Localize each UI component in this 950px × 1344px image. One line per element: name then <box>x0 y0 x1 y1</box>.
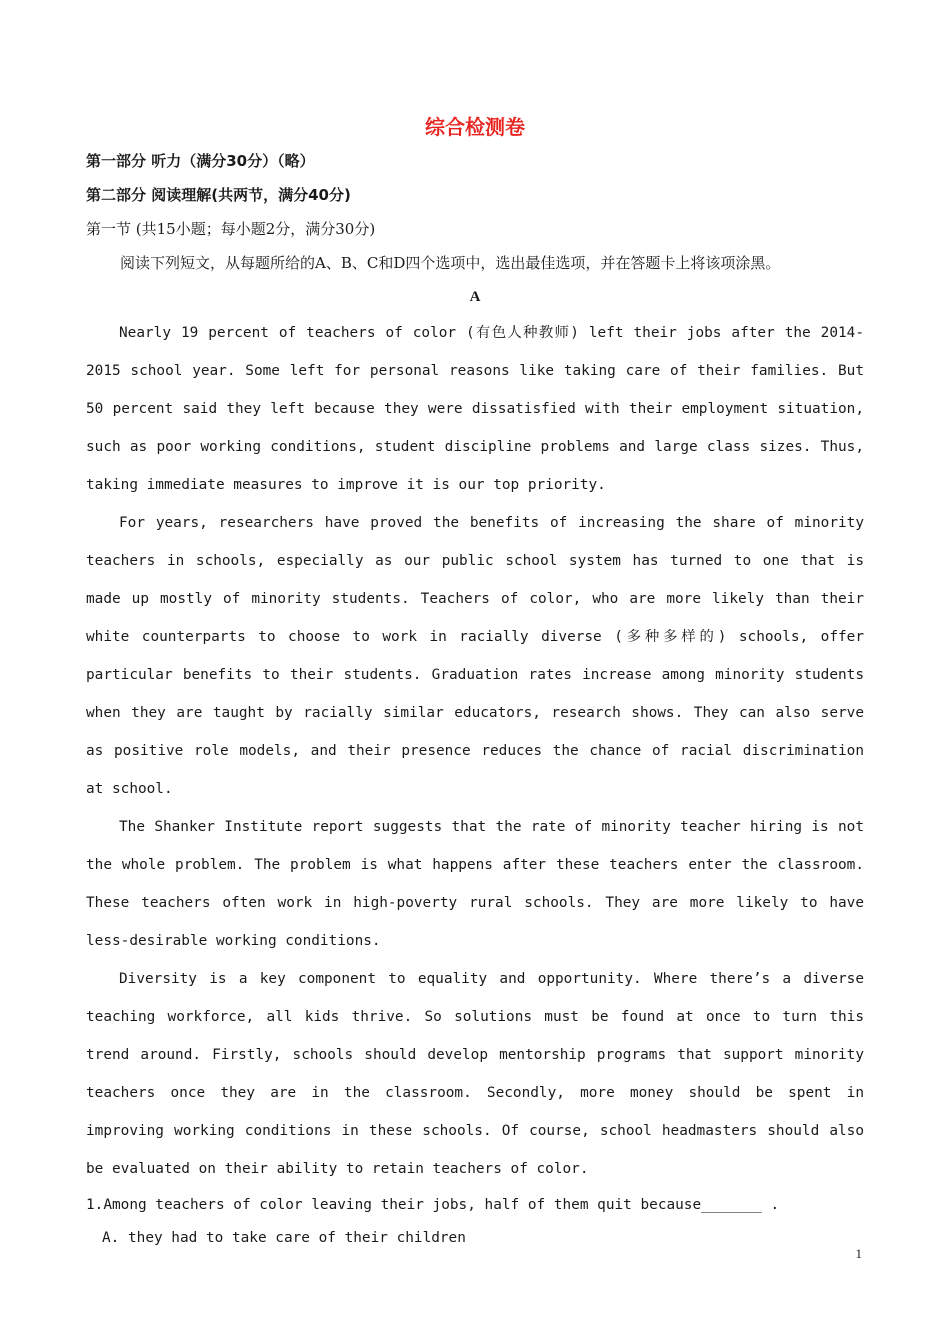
question-1-option-a: A. they had to take care of their children <box>102 1230 466 1246</box>
passage-label: A <box>469 289 481 305</box>
page-number: 1 <box>855 1246 862 1261</box>
exam-title: 综合检测卷 <box>425 115 525 139</box>
question-1: 1.Among teachers of color leaving their jobs, half of them quit because_______ . <box>86 1197 780 1213</box>
passage-paragraph: For years, researchers have proved the benefits of increasing the share of minority teachers in schools, especially as our public school system has turned to one that is made up mostly of minority students. Teachers of color, who are more likely than their white counterparts to choose to work in racially diverse (多种多样的) schools, offer particular benefits to their students. Graduation rates increase among minority students when they are taught by racially similar educators, research shows. They can also serve as positive role models, and their presence reduces the chance of racial discrimination at school. <box>86 515 864 797</box>
part1-heading: 第一部分 听力（满分30分）（略） <box>86 152 315 170</box>
part2-heading: 第二部分 阅读理解(共两节，满分40分) <box>86 186 351 204</box>
document-page <box>86 110 864 1254</box>
passage-paragraph: The Shanker Institute report suggests that the rate of minority teacher hiring is not the whole problem. The problem is what happens after these teachers enter the classroom. These teachers often work in high-poverty rural schools. They are more likely to have less-desirable working conditions. <box>86 819 864 949</box>
passage-paragraph: Nearly 19 percent of teachers of color (有色人种教师) left their jobs after the 2014-2015 school year. Some left for personal reasons like taking care of their families. But 50 percent said they left because they were dissatisfied with their employment situation, such as poor working conditions, student discipline problems and large class sizes. Thus, taking immediate measures to improve it is our top priority. <box>86 325 864 493</box>
section1-heading: 第一节 (共15小题；每小题2分，满分30分) <box>86 220 376 238</box>
passage-paragraph: Diversity is a key component to equality and opportunity. Where there’s a diverse teaching workforce, all kids thrive. So solutions must be found at once to turn this trend around. Firstly, schools should develop mentorship programs that support minority teachers once they are in the classroom. Secondly, more money should be spent in improving working conditions in these schools. Of course, school headmasters should also be evaluated on their ability to retain teachers of color. <box>86 971 864 1177</box>
instruction-text: 阅读下列短文，从每题所给的A、B、C和D四个选项中，选出最佳选项，并在答题卡上将该项涂黑。 <box>120 254 781 272</box>
